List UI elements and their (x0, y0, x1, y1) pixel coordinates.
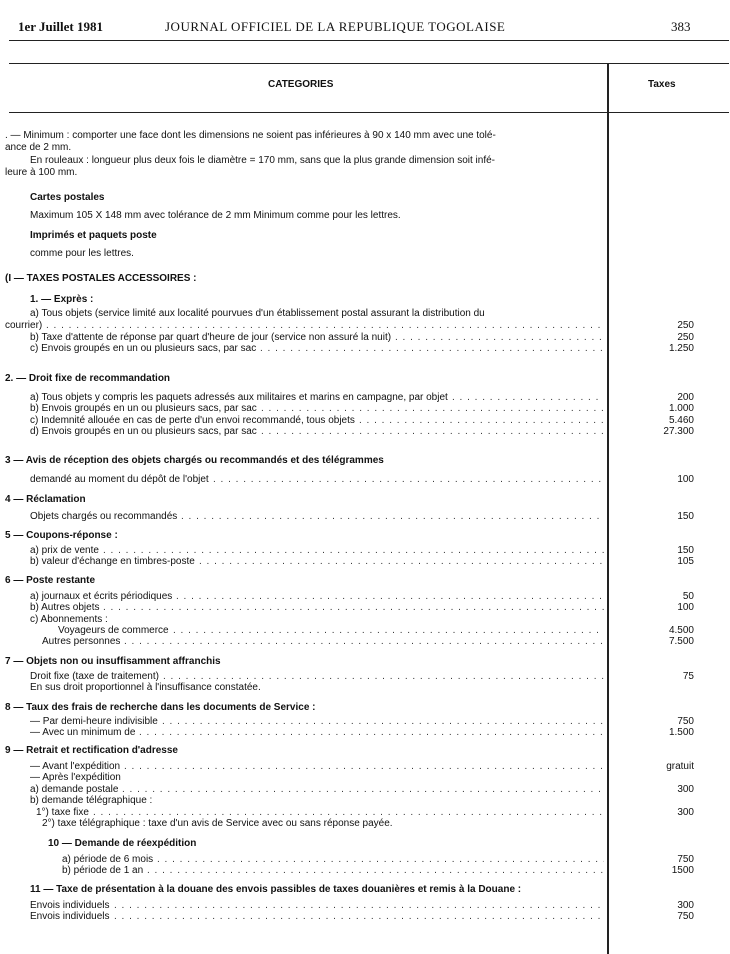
tax-value: 250 (677, 332, 694, 343)
tariff-line-label: Objets chargés ou recommandés (30, 511, 178, 522)
dot-leader (114, 911, 604, 923)
tax-value: 50 (682, 591, 694, 602)
tax-value: 27.300 (663, 426, 694, 437)
tariff-line-label: 4 — Réclamation (5, 494, 86, 505)
tax-value: 100 (677, 474, 694, 485)
tariff-line-label: Envois individuels (30, 911, 110, 922)
categories-column-header: CATEGORIES (268, 79, 334, 90)
tax-value: 1.500 (668, 727, 694, 738)
tax-value: 750 (677, 716, 694, 727)
tariff-line-label: 5 — Coupons-réponse : (5, 530, 118, 541)
tariff-line-label: 10 — Demande de réexpédition (48, 838, 197, 849)
tariff-line-label: 1. — Exprès : (30, 294, 94, 305)
tariff-line-label: b) valeur d'échange en timbres-poste (30, 556, 195, 567)
tax-value: gratuit (666, 761, 694, 772)
tariff-line-label: Envois individuels (30, 900, 110, 911)
tariff-line-label: 1°) taxe fixe (36, 807, 89, 818)
tariff-line-label: a) journaux et écrits périodiques (30, 591, 173, 602)
journal-title: JOURNAL OFFICIEL DE LA REPUBLIQUE TOGOLAISE (165, 19, 506, 34)
tax-value: 300 (677, 900, 694, 911)
dot-leader (124, 636, 604, 648)
tax-value: 150 (677, 511, 694, 522)
dot-leader (260, 343, 604, 355)
tax-value: 1.250 (668, 343, 694, 354)
tariff-line-label: En sus droit proportionnel à l'insuffisance constatée. (30, 682, 261, 693)
dot-leader (261, 426, 604, 438)
dot-leader (46, 320, 604, 332)
page-date: 1er Juillet 1981 (18, 19, 103, 34)
tariff-line-label: a) demande postale (30, 784, 119, 795)
tax-value: 150 (677, 545, 694, 556)
tariff-line-label: Droit fixe (taxe de traitement) (30, 671, 159, 682)
tariff-line-label: comme pour les lettres. (30, 248, 134, 259)
tax-value: 300 (677, 784, 694, 795)
tariff-line-label: a) Tous objets (service limité aux localité pourvues d'un établissement postal assurant la distribution du (30, 308, 485, 319)
tariff-line-label: 3 — Avis de réception des objets chargés ou recommandés et des télégrammes (5, 455, 384, 466)
tariff-line-label: Autres personnes (42, 636, 121, 647)
tax-value: 1500 (671, 865, 694, 876)
tariff-line-label: c) Indemnité allouée en cas de perte d'un envoi recommandé, tous objets (30, 415, 355, 426)
tax-value: 75 (682, 671, 694, 682)
tax-value: 105 (677, 556, 694, 567)
tariff-line-label: a) période de 6 mois (62, 854, 154, 865)
page-number: 383 (671, 19, 691, 34)
tax-value: 1.000 (668, 403, 694, 414)
tariff-line-label: 8 — Taux des frais de recherche dans les documents de Service : (5, 702, 316, 713)
tariff-line-label: Maximum 105 X 148 mm avec tolérance de 2 mm Minimum comme pour les lettres. (30, 210, 401, 221)
tariff-line-label: . — Minimum : comporter une face dont les dimensions ne soient pas inférieures à 90 x 140 mm avec une tolé- (5, 130, 496, 141)
tariff-line-label: d) Envois groupés en un ou plusieurs sacs, par sac (30, 426, 257, 437)
tariff-line-label: 6 — Poste restante (5, 575, 96, 586)
tariff-line-label: 2°) taxe télégraphique : taxe d'un avis de Service avec ou sans réponse payée. (42, 818, 393, 829)
dot-leader (139, 727, 604, 739)
dot-leader (147, 865, 604, 877)
tariff-line-label: 9 — Retrait et rectification d'adresse (5, 745, 178, 756)
tariff-line-label: Cartes postales (30, 192, 105, 203)
tariff-line-label: b) demande télégraphique : (30, 795, 153, 806)
tariff-line-label: — Avec un minimum de (30, 727, 136, 738)
tax-value: 750 (677, 911, 694, 922)
tax-value: 300 (677, 807, 694, 818)
tariff-line-label: 2. — Droit fixe de recommandation (5, 373, 171, 384)
tariff-line-label: — Avant l'expédition (30, 761, 121, 772)
tariff-line-label: ance de 2 mm. (5, 142, 72, 153)
tariff-line-label: a) prix de vente (30, 545, 99, 556)
tariff-line-label: leure à 100 mm. (5, 167, 78, 178)
tariff-line-label: b) Taxe d'attente de réponse par quart d'heure de jour (service non assuré la nuit) (30, 332, 392, 343)
dot-leader (103, 602, 604, 614)
tax-value: 5.460 (668, 415, 694, 426)
dot-leader (199, 556, 604, 568)
dot-leader (122, 784, 604, 796)
tariff-line-label: b) Autres objets (30, 602, 100, 613)
dot-leader (261, 403, 604, 415)
tariff-line-label: c) Abonnements : (30, 614, 108, 625)
tax-value: 750 (677, 854, 694, 865)
tariff-line-label: 11 — Taxe de présentation à la douane des envois passibles de taxes douanières et remis à la Douane : (30, 884, 522, 895)
tax-value: 250 (677, 320, 694, 331)
dot-leader (124, 761, 604, 773)
tariff-line-label: Voyageurs de commerce (58, 625, 169, 636)
tariff-line-label: c) Envois groupés en un ou plusieurs sacs, par sac (30, 343, 257, 354)
tariff-line-label: demandé au moment du dépôt de l'objet (30, 474, 209, 485)
tariff-line-label: Imprimés et paquets poste (30, 230, 157, 241)
tax-value: 7.500 (668, 636, 694, 647)
tariff-line-label: b) période de 1 an (62, 865, 144, 876)
tax-value: 100 (677, 602, 694, 613)
tariff-line-label: a) Tous objets y compris les paquets adressés aux militaires et marins en campagne, par objet (30, 392, 448, 403)
tariff-line-label: b) Envois groupés en un ou plusieurs sacs, par sac (30, 403, 257, 414)
tariff-line-label: courrier) (5, 320, 43, 331)
tariff-line-label: En rouleaux : longueur plus deux fois le diamètre = 170 mm, sans que la plus grande dimension soit infé- (30, 155, 495, 166)
taxes-column-header: Taxes (648, 79, 676, 90)
tariff-line-label: (I — TAXES POSTALES ACCESSOIRES : (5, 273, 197, 284)
tariff-line-label: — Par demi-heure indivisible (30, 716, 158, 727)
tariff-line-label: — Après l'expédition (30, 772, 121, 783)
tax-value: 200 (677, 392, 694, 403)
tariff-line-label: 7 — Objets non ou insuffisamment affranchis (5, 656, 221, 667)
dot-leader (213, 474, 604, 486)
tax-value: 4.500 (668, 625, 694, 636)
dot-leader (181, 511, 604, 523)
